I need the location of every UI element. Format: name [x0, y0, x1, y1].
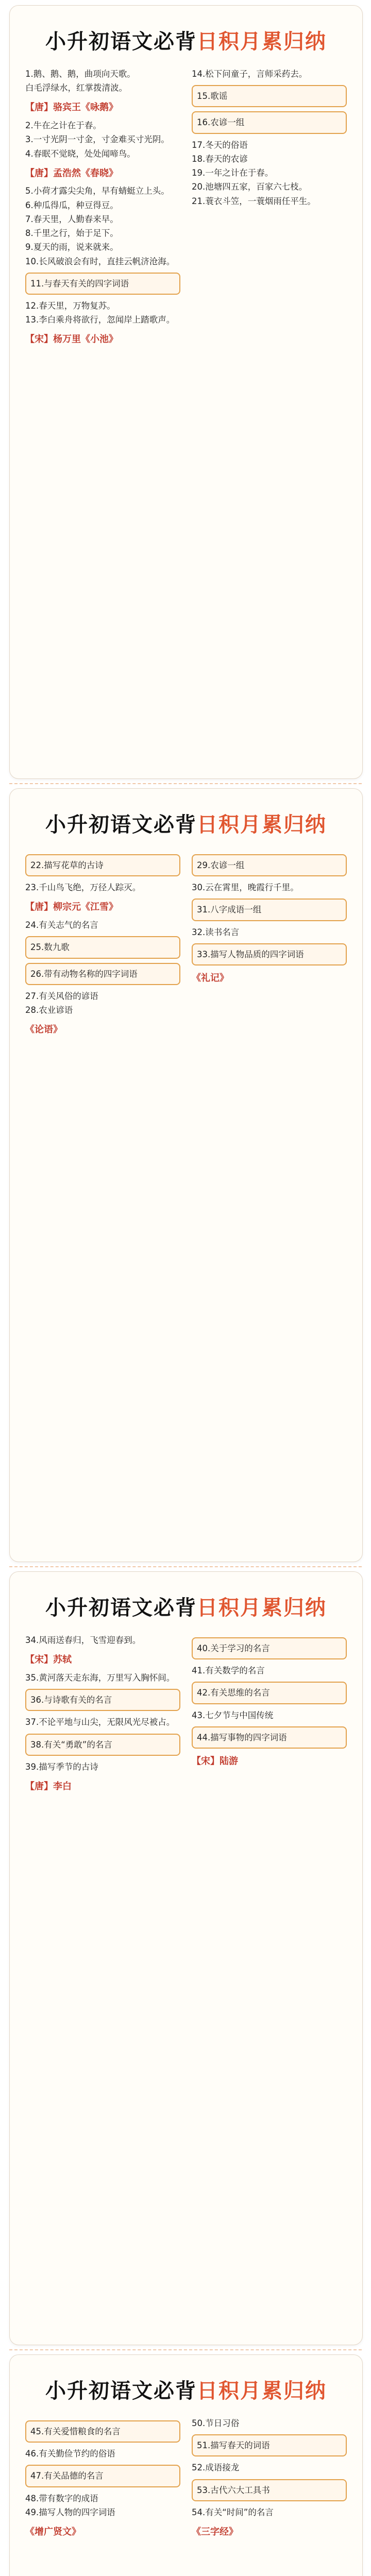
highlight-box	[192, 1637, 347, 1659]
page-card-3	[9, 1571, 363, 2345]
line: 6.种瓜得瓜，种豆得豆。	[25, 200, 119, 210]
highlight-box	[192, 2479, 347, 2501]
line: 29.农谚一组	[197, 860, 245, 870]
line: 34.风雨送春归，飞雪迎春到。	[25, 1635, 141, 1645]
right-column	[192, 850, 347, 1041]
section-source: 【宋】苏轼	[25, 1654, 72, 1666]
highlight-box	[25, 273, 180, 295]
line: 40.关于学习的名言	[197, 1643, 270, 1653]
page-card-2	[9, 788, 363, 1562]
right-column	[192, 67, 347, 350]
line: 11.与春天有关的四字词语	[30, 278, 129, 289]
line: 14.松下问童子，言师采药去。	[192, 69, 308, 79]
line: 9.夏天的雨，说来就来。	[25, 242, 119, 252]
section-source: 【唐】孟浩然《春晓》	[25, 167, 118, 179]
section-source: 《三字经》	[192, 2527, 238, 2538]
highlight-box	[192, 943, 347, 965]
line: 46.有关勤俭节约的俗语	[25, 2449, 115, 2459]
line: 5.小荷才露尖尖角，早有蜻蜓立上头。	[25, 186, 170, 196]
line: 24.有关志气的名言	[25, 920, 98, 930]
highlight-box	[192, 1682, 347, 1704]
line: 48.带有数字的成语	[25, 2493, 98, 2503]
line: 23.千山鸟飞绝，万径人踪灭。	[25, 883, 141, 893]
highlight-box	[192, 85, 347, 107]
highlight-box	[25, 963, 180, 985]
highlight-box	[192, 2434, 347, 2456]
section-source: 【唐】骆宾王《咏鹅》	[25, 102, 118, 113]
divider	[9, 1566, 362, 1567]
line: 47.有关品德的名言	[30, 2471, 104, 2481]
line: 7.春天里，人勤春来早。	[25, 214, 119, 224]
line: 50.节日习俗	[192, 2418, 240, 2428]
line: 37.不论平地与山尖，无限风光尽被占。	[25, 1717, 175, 1727]
section-source: 《礼记》	[192, 973, 229, 984]
line: 17.冬天的俗语	[192, 140, 248, 150]
line: 2.牛在之计在于春。	[25, 121, 102, 131]
line: 19.一年之计在于春。	[192, 168, 274, 178]
section-source: 【宋】陆游	[192, 1756, 238, 1767]
section-source: 《增广贤文》	[25, 2527, 81, 2538]
highlight-box	[192, 1726, 347, 1749]
line: 21.蓑衣斗笠，一蓑烟雨任平生。	[192, 196, 316, 206]
highlight-box	[192, 854, 347, 876]
left-column	[25, 850, 180, 1041]
line: 30.云在霄里，晚霞行千里。	[192, 883, 299, 893]
highlight-box	[25, 1734, 180, 1756]
section-source: 【唐】柳宗元《江雪》	[25, 902, 118, 913]
line: 49.描写人物的四字词语	[25, 2507, 115, 2517]
page-card-1	[9, 5, 363, 779]
left-column	[25, 67, 180, 350]
line: 12.春天里，万物复苏。	[25, 301, 115, 311]
line: 白毛浮绿水，红掌拨清波。	[25, 83, 127, 93]
line: 13.李白乘舟将欲行，忽闻岸上踏歌声。	[25, 315, 175, 325]
line: 33.描写人物品质的四字词语	[197, 949, 304, 959]
line: 32.读书名言	[192, 927, 240, 937]
line: 45.有关爱惜粮食的名言	[30, 2427, 121, 2436]
highlight-box	[192, 111, 347, 133]
highlight-box	[25, 854, 180, 876]
line: 26.带有动物名称的四字词语	[30, 969, 138, 979]
line: 44.描写事物的四字词语	[197, 1732, 287, 1742]
divider	[9, 783, 362, 784]
line: 27.有关风俗的谚语	[25, 991, 98, 1001]
section-source: 《论语》	[25, 1024, 62, 1036]
line: 16.农谚一组	[197, 117, 245, 128]
highlight-box	[25, 936, 180, 958]
highlight-box	[25, 2420, 180, 2443]
line: 20.池塘四五家，百家六七枝。	[192, 182, 308, 192]
line: 22.描写花草的古诗	[30, 860, 104, 870]
line: 53.古代六大工具书	[197, 2485, 270, 2495]
line: 39.描写季节的古诗	[25, 1761, 98, 1772]
section-source: 【唐】李白	[25, 1781, 72, 1792]
right-column	[192, 1633, 347, 1798]
line: 42.有关思维的名言	[197, 1688, 270, 1698]
line: 18.春天的农谚	[192, 154, 248, 164]
line: 38.有关“勇敢”的名言	[30, 1739, 112, 1750]
page-title: 小升初语文必背日积月累归纳	[45, 2379, 327, 2403]
line: 41.有关数学的名言	[192, 1666, 265, 1676]
page-card-4	[9, 2354, 363, 2576]
highlight-box	[25, 1689, 180, 1711]
line: 8.千里之行，始于足下。	[25, 228, 119, 239]
line: 54.有关“时间”的名言	[192, 2507, 274, 2517]
line: 4.春眠不觉晓，处处闻啼鸟。	[25, 148, 136, 159]
line: 28.农业谚语	[25, 1005, 73, 1015]
right-column	[192, 2416, 347, 2543]
line: 3.一寸光阴一寸金，寸金难买寸光阴。	[25, 134, 170, 145]
page-title: 小升初语文必背日积月累归纳	[45, 812, 327, 837]
line: 52.成语接龙	[192, 2463, 240, 2473]
left-column	[25, 1633, 180, 1798]
line: 35.黄河落天走东海，万里写入胸怀间。	[25, 1672, 175, 1683]
highlight-box	[25, 2465, 180, 2487]
left-column	[25, 2416, 180, 2543]
section-source: 【宋】杨万里《小池》	[25, 334, 118, 345]
line: 51.描写春天的词语	[197, 2441, 270, 2451]
line: 31.八字成语一组	[197, 905, 262, 915]
divider	[9, 2349, 362, 2350]
line: 36.与诗歌有关的名言	[30, 1695, 112, 1705]
line: 15.歌谣	[197, 91, 228, 101]
line: 1.鹅、鹅、鹅，曲项向天歌。	[25, 69, 136, 79]
line: 10.长风破浪会有时，直挂云帆济沧海。	[25, 256, 175, 266]
page-title: 小升初语文必背日积月累归纳	[45, 1596, 327, 1620]
highlight-box	[192, 899, 347, 921]
line: 43.七夕节与中国传统	[192, 1710, 274, 1720]
page-title: 小升初语文必背日积月累归纳	[45, 29, 327, 54]
line: 25.数九歌	[30, 942, 70, 953]
